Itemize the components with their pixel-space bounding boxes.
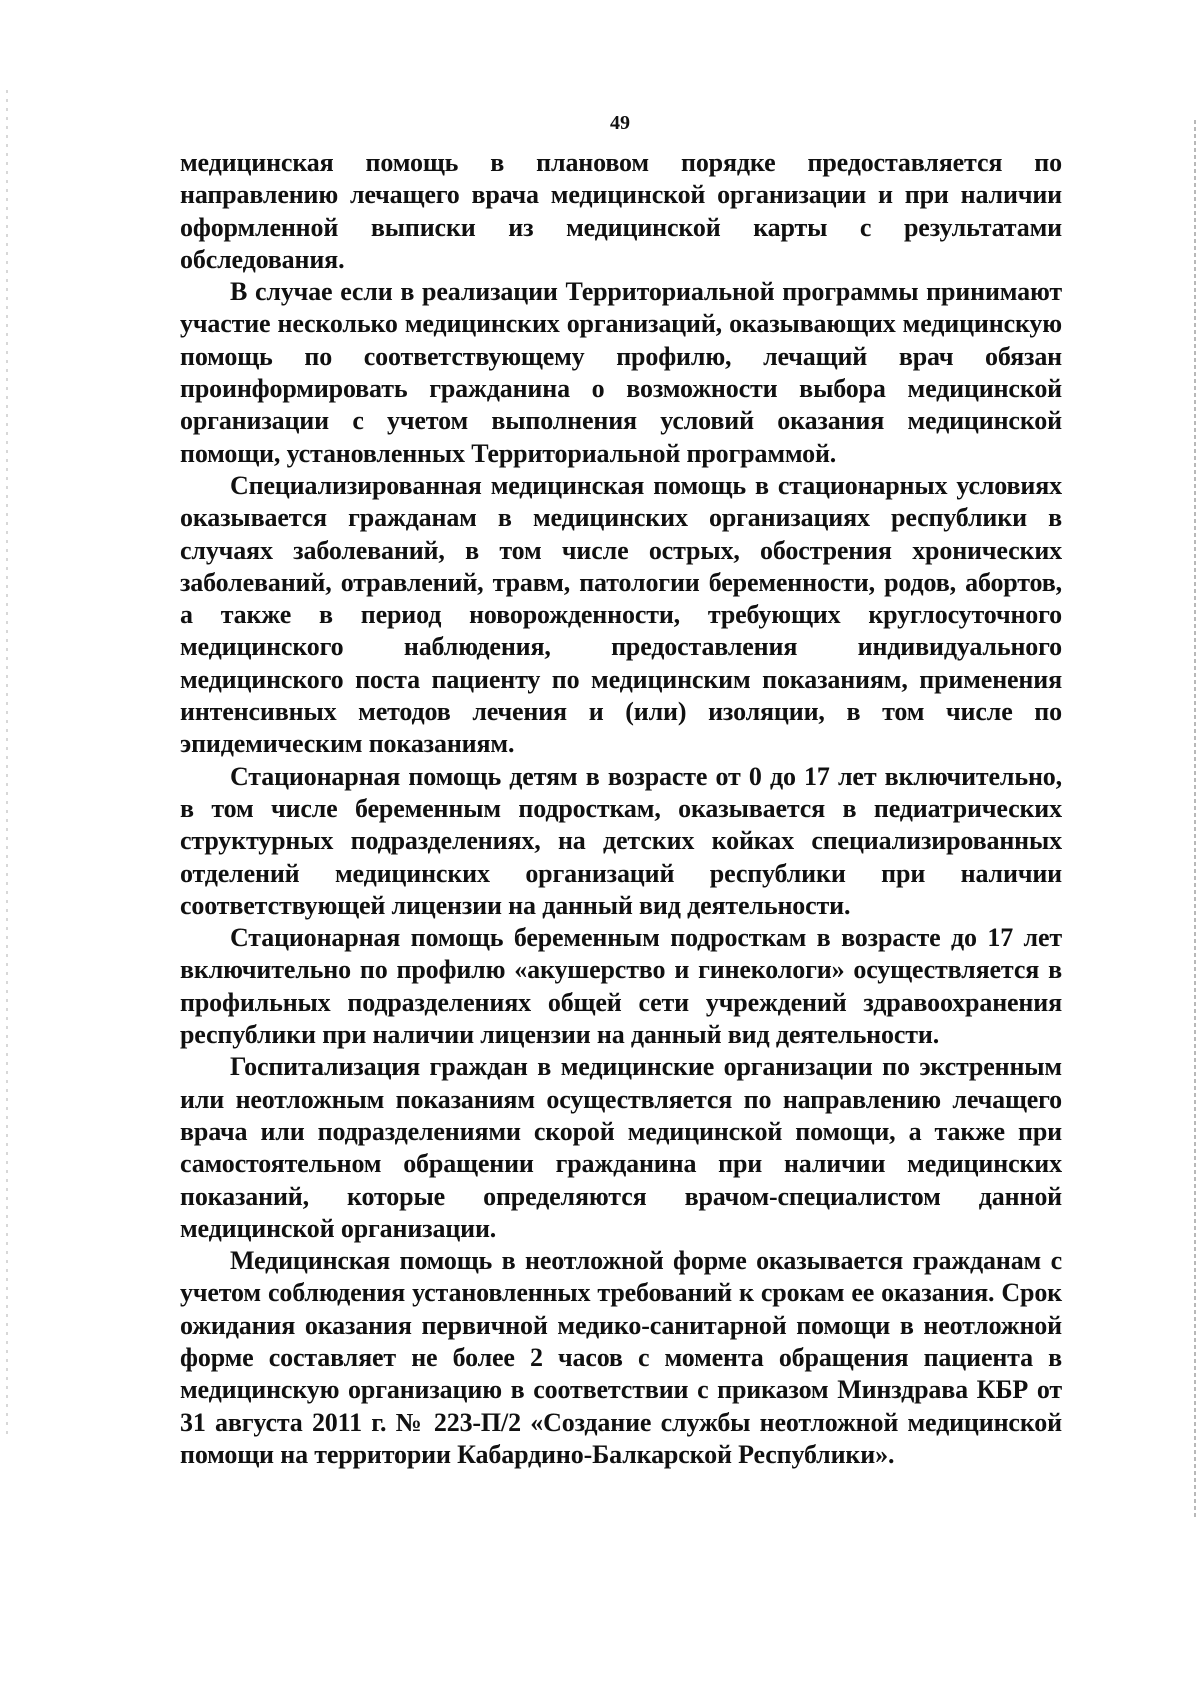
scan-edge-right <box>1194 120 1196 1520</box>
paragraph: медицинская помощь в плановом порядке предоставляется по направлению лечащего врача медицинской организации и при наличии оформленной выписки из медицинской карты с результатами обследования. <box>180 148 1062 274</box>
page-number: 49 <box>610 112 630 134</box>
paragraph: Стационарная помощь беременным подросткам в возрасте до 17 лет включительно по профилю «акушерство и гинекологи» осуществляется в профильных подразделениях общей сети учреждений здравоохранения республики при наличии лицензии на данный вид деятельности. <box>180 923 1062 1050</box>
paragraph: Медицинская помощь в неотложной форме оказывается гражданам с учетом соблюдения установленных требований к срокам ее оказания. Срок ожидания оказания первичной медико-санитарной помощи в неотложной форме составляет не более 2 часов с момента обращения пациента в медицинскую организацию в соответствии с приказом Минздрава КБР от 31 августа 2011 г. № 223-П/2 «Создание службы неотложной медицинской помощи на территории Кабардино-Балкарской Республики». <box>180 1246 1062 1469</box>
paragraph: Специализированная медицинская помощь в стационарных условиях оказывается гражданам в медицинских организациях республики в случаях заболеваний, в том числе острых, обострения хронических заболеваний, отравлений, травм, патологии беременности, родов, абортов, а также в период новорожденности, требующих круглосуточного медицинского наблюдения, предоставления индивидуального медицинского поста пациенту по медицинским показаниям, применения интенсивных методов лечения и (или) изоляции, в том числе по эпидемическим показаниям. <box>180 470 1062 759</box>
paragraph: Стационарная помощь детям в возрасте от 0 до 17 лет включительно, в том числе беременным подросткам, оказывается в педиатрических структурных подразделениях, на детских койках специализированных отделений медицинских организаций республики при наличии соответствующей лицензии на данный вид деятельности. <box>180 761 1062 920</box>
paragraph: В случае если в реализации Территориальной программы принимают участие несколько медицинских организаций, оказывающих медицинскую помощь по соответствующему профилю, лечащий врач обязан проинформировать гражданина о возможности выбора медицинской организации с учетом выполнения условий оказания медицинской помощи, установленных Территориальной программой. <box>180 277 1062 468</box>
scan-edge-left <box>6 90 8 1440</box>
document-body <box>180 147 1062 1471</box>
paragraph: Госпитализация граждан в медицинские организации по экстренным или неотложным показаниям осуществляется по направлению лечащего врача или подразделениями скорой медицинской помощи, а также при самостоятельном обращении гражданина при наличии медицинских показаний, которые определяются врачом-специалистом данной медицинской организации. <box>180 1052 1062 1243</box>
